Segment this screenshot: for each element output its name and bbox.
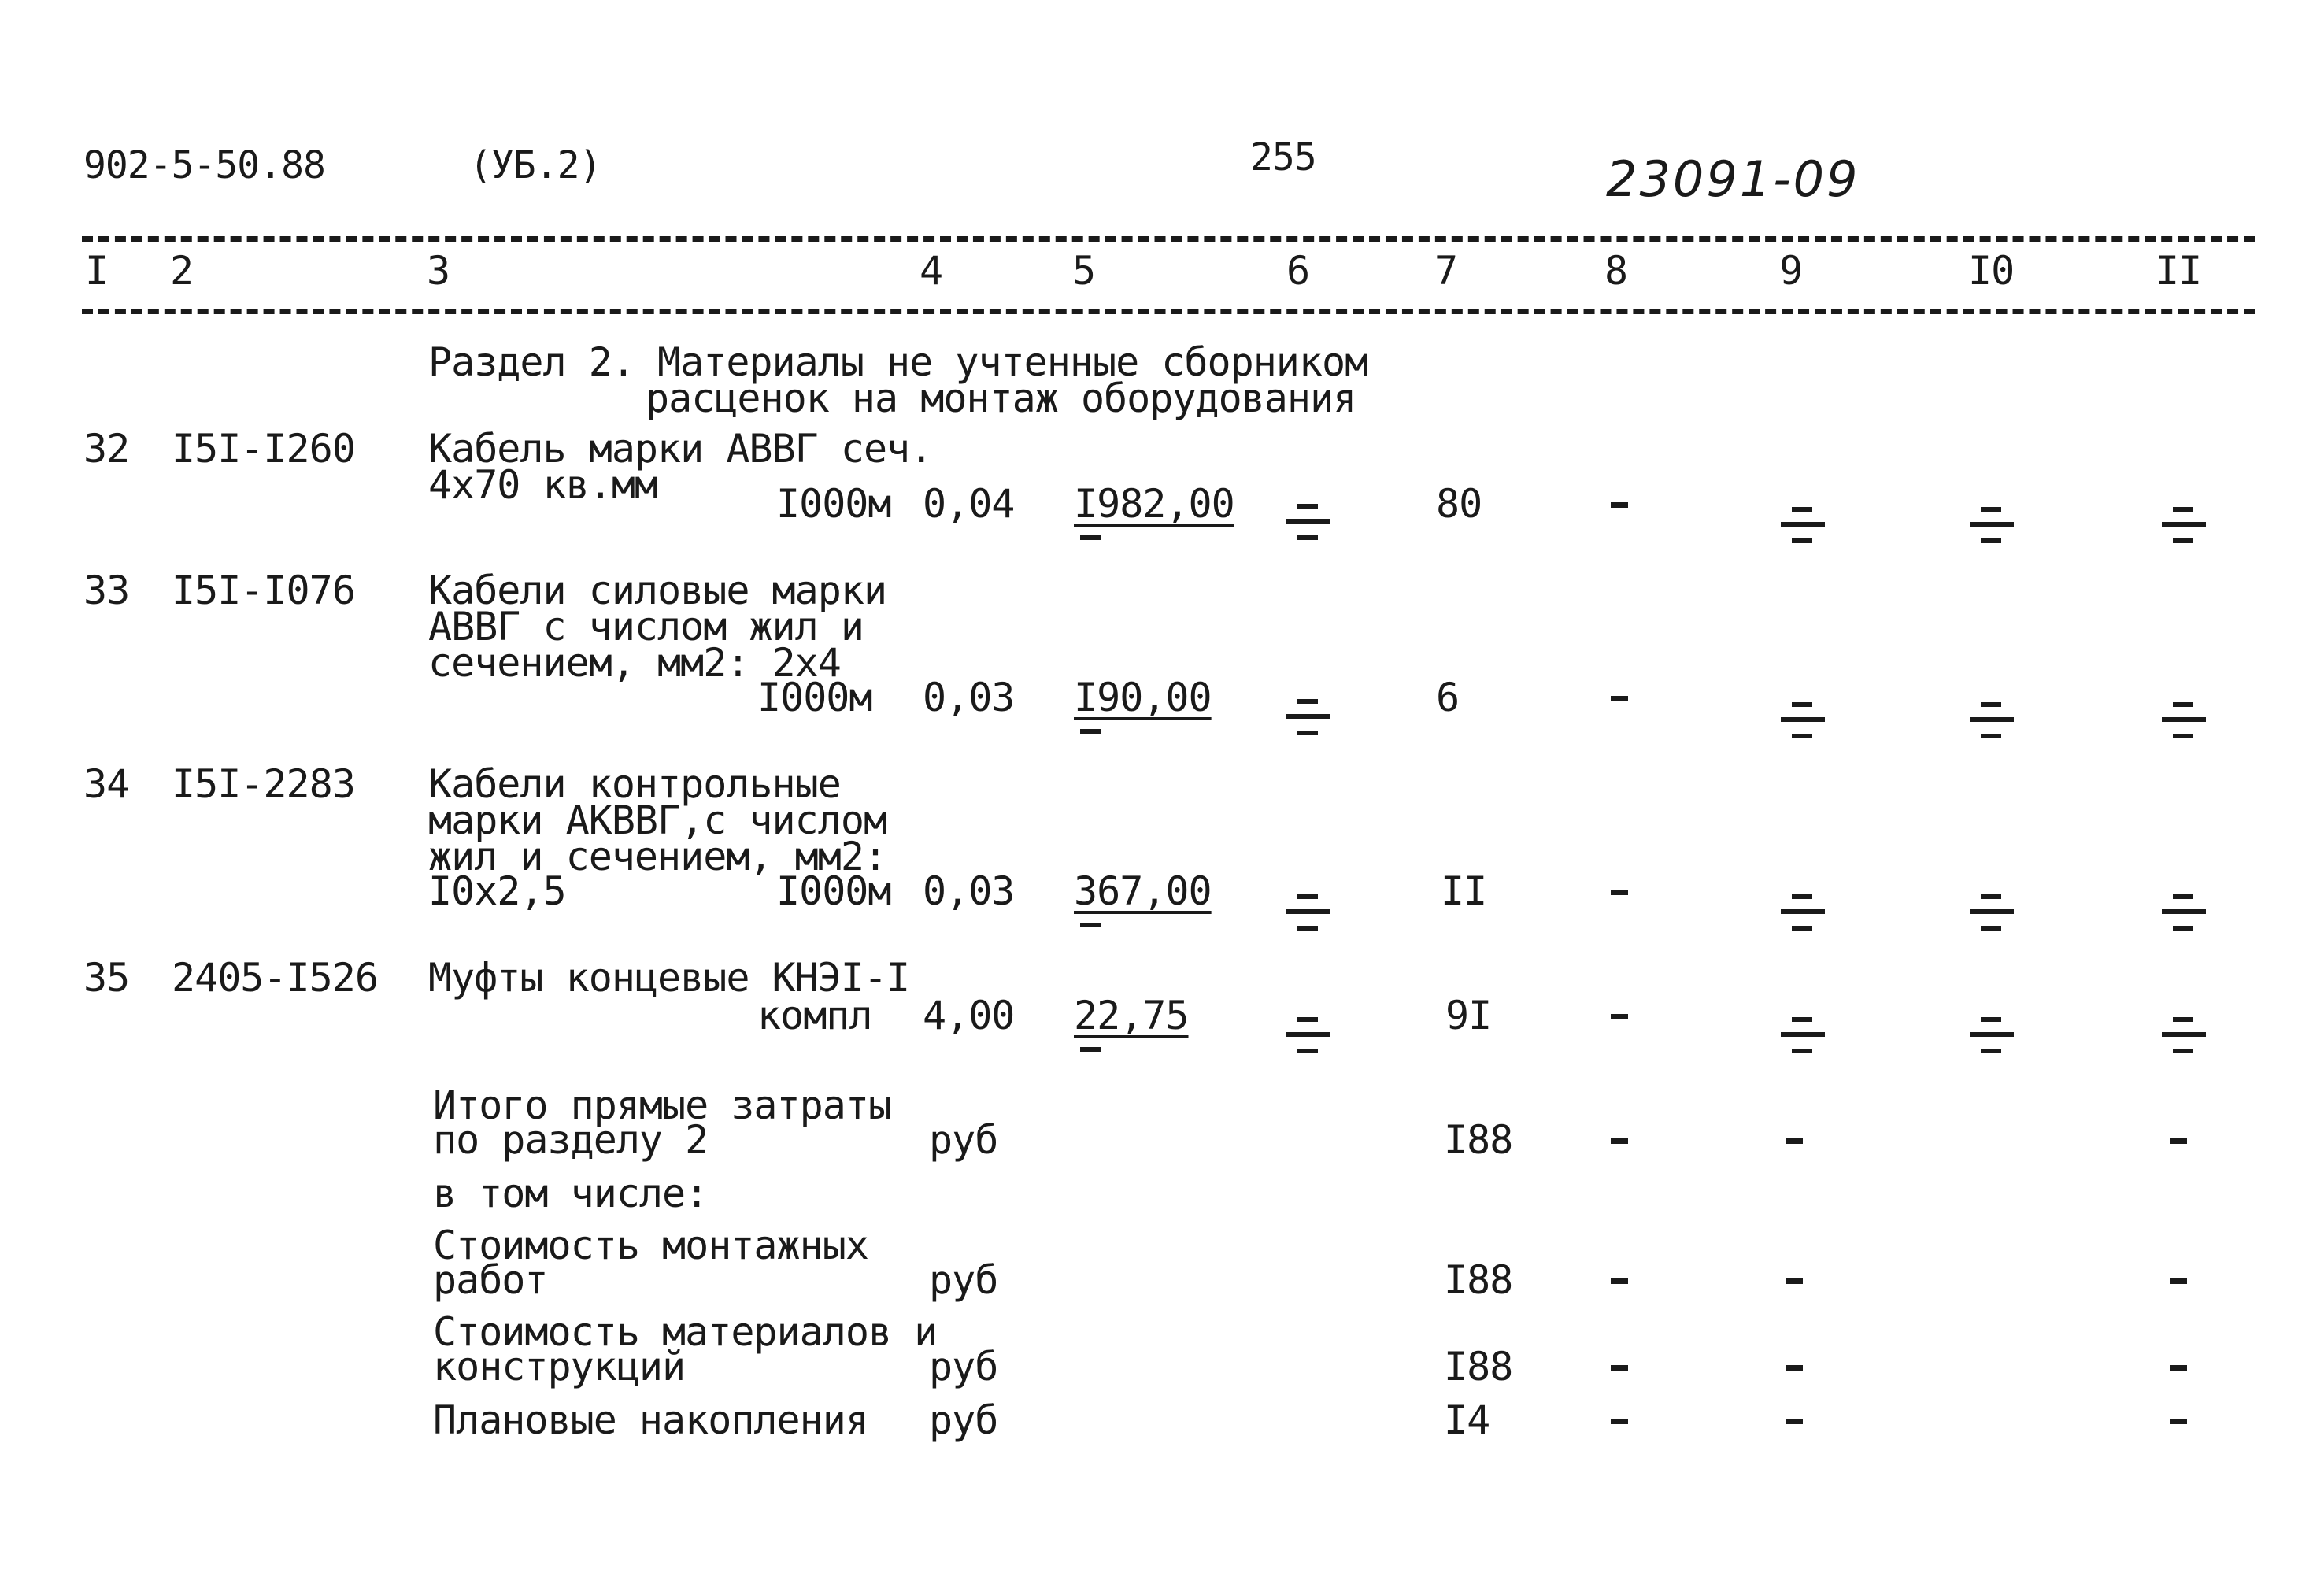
item-col7-value: II — [1441, 868, 1487, 914]
ditto-mark-icon — [1970, 888, 2014, 935]
header-top-rule — [82, 236, 2255, 242]
column-header: 9 — [1779, 248, 1803, 294]
document-code: 902-5-50.88 — [83, 143, 325, 187]
inventory-number: 23091-09 — [1606, 150, 1860, 208]
total-col7-value: I88 — [1444, 1117, 1513, 1163]
column-header: 7 — [1434, 248, 1458, 294]
page-number: 255 — [1250, 135, 1316, 179]
row-number: 34 — [83, 761, 130, 807]
header-bottom-rule — [82, 309, 2255, 314]
album-label: (УБ.2) — [469, 143, 601, 187]
dash-mark — [1611, 1138, 1628, 1144]
ditto-mark-icon — [1286, 498, 1330, 545]
ditto-mark-icon — [2162, 1011, 2206, 1058]
ditto-mark-icon — [1781, 888, 1825, 935]
item-price: 367,00 — [1074, 868, 1212, 914]
row-number: 32 — [83, 426, 130, 472]
dash-mark — [2170, 1138, 2187, 1144]
total-col7-value: I88 — [1444, 1257, 1513, 1303]
item-description: Кабели силовые марки — [428, 568, 887, 613]
ditto-mark-icon — [1080, 923, 1101, 927]
ditto-mark-icon — [2162, 501, 2206, 548]
dash-mark — [2170, 1419, 2187, 1424]
ditto-mark-icon — [1970, 501, 2014, 548]
item-quantity: 0,03 — [923, 868, 1015, 914]
ditto-mark-icon — [1080, 1047, 1101, 1052]
item-quantity: 0,04 — [923, 481, 1015, 527]
ditto-mark-icon — [1080, 535, 1101, 540]
column-header: 4 — [920, 248, 943, 294]
dash-mark — [1611, 502, 1628, 508]
item-price: 22,75 — [1074, 993, 1189, 1038]
ditto-mark-icon — [1781, 501, 1825, 548]
dash-mark — [1611, 890, 1628, 895]
total-unit: руб — [929, 1344, 998, 1389]
ditto-mark-icon — [1080, 729, 1101, 734]
total-unit: руб — [929, 1117, 998, 1163]
item-quantity: 0,03 — [923, 675, 1015, 720]
item-description: I0х2,5 — [428, 868, 566, 914]
column-header: 2 — [170, 248, 194, 294]
dash-mark — [1611, 1365, 1628, 1371]
column-header: 5 — [1072, 248, 1096, 294]
item-price: I90,00 — [1074, 675, 1212, 720]
item-unit: I000м — [776, 481, 891, 527]
dash-mark — [2170, 1278, 2187, 1284]
ditto-mark-icon — [1781, 1011, 1825, 1058]
section-title-line2: расценок на монтаж оборудования — [646, 376, 1356, 421]
row-number: 35 — [83, 955, 130, 1001]
ditto-mark-icon — [2162, 888, 2206, 935]
item-description: АВВГ с числом жил и — [428, 604, 864, 649]
ditto-mark-icon — [1286, 888, 1330, 935]
item-col7-value: 9I — [1445, 993, 1492, 1038]
item-code: I5I-I260 — [172, 426, 355, 472]
total-label: Плановые накопления — [433, 1397, 868, 1443]
ditto-mark-icon — [1970, 1011, 2014, 1058]
total-label: конструкций — [433, 1344, 686, 1389]
total-col7-value: I4 — [1444, 1397, 1490, 1443]
column-header: I — [85, 248, 109, 294]
column-header: II — [2156, 248, 2202, 294]
column-header: 8 — [1604, 248, 1628, 294]
item-quantity: 4,00 — [923, 993, 1015, 1038]
dash-mark — [1611, 1419, 1628, 1424]
item-unit: I000м — [776, 868, 891, 914]
item-description: сечением, мм2: 2х4 — [428, 640, 841, 686]
dash-mark — [2170, 1365, 2187, 1371]
total-label: по разделу 2 — [433, 1117, 709, 1163]
total-label: работ — [433, 1257, 548, 1303]
total-label: Стоимость материалов и — [433, 1309, 938, 1355]
row-number: 33 — [83, 568, 130, 613]
dash-mark — [1786, 1138, 1803, 1144]
dash-mark — [1611, 1278, 1628, 1284]
column-header: 6 — [1286, 248, 1310, 294]
subtotal-heading: в том числе: — [433, 1171, 709, 1216]
total-label: Стоимость монтажных — [433, 1223, 868, 1268]
column-header: 3 — [427, 248, 450, 294]
item-col7-value: 80 — [1436, 481, 1482, 527]
item-code: I5I-I076 — [172, 568, 355, 613]
section-title-line1: Раздел 2. Материалы не учтенные сборником — [428, 339, 1368, 385]
item-description: Кабели контрольные — [428, 761, 841, 807]
total-unit: руб — [929, 1257, 998, 1303]
ditto-mark-icon — [1781, 696, 1825, 743]
dash-mark — [1611, 1014, 1628, 1019]
dash-mark — [1786, 1365, 1803, 1371]
item-code: I5I-2283 — [172, 761, 355, 807]
total-label: Итого прямые затраты — [433, 1082, 892, 1128]
item-description: Муфты концевые КНЭI-I — [428, 955, 910, 1001]
item-description: марки АКВВГ,с числом — [428, 797, 887, 843]
ditto-mark-icon — [1286, 693, 1330, 740]
ditto-mark-icon — [1970, 696, 2014, 743]
item-unit: компл — [757, 993, 872, 1038]
item-unit: I000м — [757, 675, 872, 720]
dash-mark — [1786, 1278, 1803, 1284]
item-price: I982,00 — [1074, 481, 1234, 527]
item-description: Кабель марки АВВГ сеч. — [428, 426, 933, 472]
dash-mark — [1786, 1419, 1803, 1424]
ditto-mark-icon — [1286, 1011, 1330, 1058]
item-col7-value: 6 — [1436, 675, 1460, 720]
total-col7-value: I88 — [1444, 1344, 1513, 1389]
item-description: 4х70 кв.мм — [428, 462, 658, 508]
total-unit: руб — [929, 1397, 998, 1443]
ditto-mark-icon — [2162, 696, 2206, 743]
item-code: 2405-I526 — [172, 955, 378, 1001]
item-description: жил и сечением, мм2: — [428, 834, 887, 879]
dash-mark — [1611, 696, 1628, 701]
column-header: I0 — [1968, 248, 2015, 294]
